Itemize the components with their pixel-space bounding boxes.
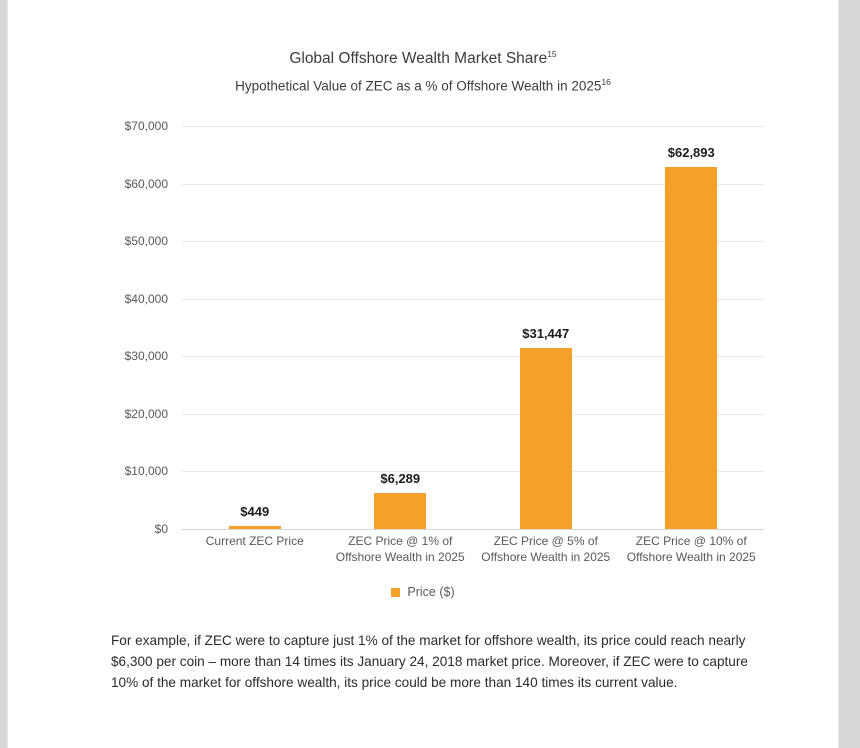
x-axis-category-label	[619, 533, 765, 565]
plot-area	[104, 119, 764, 536]
x-axis-category-line: ZEC Price @ 1% of	[348, 534, 453, 548]
y-axis-tick-label: $20,000	[124, 406, 168, 421]
title-block	[8, 44, 838, 97]
y-axis-tick-label: $70,000	[124, 119, 168, 133]
x-axis-category-line: Offshore Wealth in 2025	[481, 550, 611, 564]
legend-label-price: Price ($)	[407, 585, 455, 599]
y-axis-tick-label: $10,000	[124, 464, 168, 479]
y-axis-tick-label: $30,000	[124, 349, 168, 364]
x-axis-category-line: ZEC Price @ 5% of	[493, 534, 598, 548]
x-axis-category-label	[328, 533, 474, 565]
x-axis-category-line: ZEC Price @ 10% of	[635, 534, 747, 548]
chart-figure	[8, 0, 838, 748]
plot-canvas	[182, 126, 764, 529]
chart-title-text: Global Offshore Wealth Market Share	[289, 50, 548, 68]
x-axis-category-line: Current ZEC Price	[205, 534, 304, 548]
x-axis-category-line: Offshore Wealth in 2025	[626, 550, 756, 564]
y-axis-tick-label: $60,000	[124, 176, 168, 191]
bar-value-label: $31,447	[522, 325, 570, 341]
chart-subtitle-footnote: 16	[601, 77, 611, 88]
chart-title	[8, 44, 838, 69]
legend-swatch-price	[391, 588, 400, 597]
chart-subtitle-text: Hypothetical Value of ZEC as a % of Offshore Wealth in 2025	[235, 78, 602, 94]
bar-value-label: $449	[240, 504, 270, 519]
bar-slot	[182, 126, 328, 529]
chart-title-footnote: 15	[547, 49, 557, 59]
bar[interactable]	[520, 348, 572, 529]
bar-value-label: $62,893	[667, 144, 715, 160]
bar-slot	[473, 126, 619, 529]
bar[interactable]	[374, 493, 426, 529]
y-axis	[104, 119, 178, 536]
bar[interactable]	[229, 526, 281, 529]
bar[interactable]	[665, 167, 717, 529]
x-axis-labels	[182, 533, 764, 577]
y-axis-tick-label: $40,000	[124, 291, 168, 306]
bar-value-label: $6,289	[380, 470, 421, 486]
bar-slot	[619, 126, 765, 529]
y-axis-tick-label: $0	[154, 522, 168, 536]
x-axis-category-label	[473, 533, 619, 565]
document-sheet	[8, 0, 838, 748]
x-axis-category-label	[182, 533, 328, 549]
y-axis-tick-label: $50,000	[124, 234, 168, 249]
chart-subtitle	[8, 72, 838, 97]
bar-series	[182, 126, 764, 529]
caption-paragraph: For example, if ZEC were to capture just 1% of the market for offshore wealth, its price could reach nearly $6,300 per coin – more than 14 times its January 24, 2018 market price. Moreover, if ZEC were to capture 10% of the market for offshore wealth, its price could be more than 140 times its current value.	[111, 633, 748, 690]
bar-slot	[328, 126, 474, 529]
chart-legend	[8, 585, 838, 599]
x-axis-category-line: Offshore Wealth in 2025	[335, 550, 465, 564]
gridline	[182, 529, 764, 530]
